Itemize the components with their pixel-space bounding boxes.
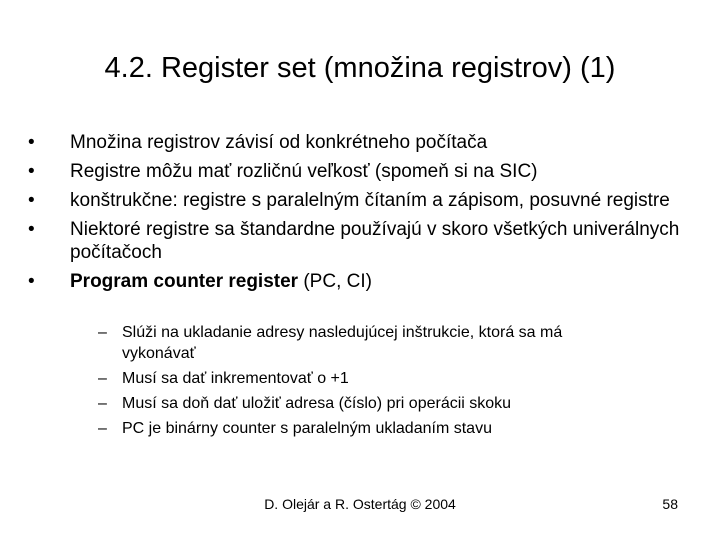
slide-title: 4.2. Register set (množina registrov) (1)	[104, 52, 616, 84]
bullet-text	[70, 270, 686, 293]
bullet-text: Registre môžu mať rozličnú veľkosť (spomeň si na SIC)	[70, 161, 538, 182]
bullet-mark: •	[28, 161, 35, 182]
sub-bullet-mark: –	[98, 420, 107, 437]
bullet-item	[26, 189, 686, 212]
page-number: 58	[662, 496, 678, 512]
sub-bullet-text: Musí sa doň dať uložiť adresa (číslo) pri operácii skoku	[122, 395, 512, 412]
footer-credit: D. Olejár a R. Ostertág © 2004	[264, 496, 456, 512]
bullet-item	[26, 218, 686, 264]
sub-bullet-text: Musí sa dať inkrementovať o +1	[122, 370, 349, 387]
sub-bullet-text: Slúži na ukladanie adresy nasledujúcej inštrukcie, ktorá sa má vykonávať	[122, 324, 563, 362]
bullet-item	[26, 160, 686, 183]
sub-bullet-item	[98, 418, 618, 439]
bullet-mark: •	[28, 219, 35, 240]
sub-bullet-item	[98, 322, 618, 364]
sub-bullet-item	[98, 368, 618, 389]
bold-term: Program counter register	[70, 271, 299, 292]
bullet-text: Množina registrov závisí od konkrétneho počítača	[70, 132, 488, 153]
bullet-item-program-counter	[26, 270, 686, 293]
sub-bullet-mark: –	[98, 395, 107, 412]
bullet-mark: •	[28, 271, 35, 292]
bullet-item	[26, 131, 686, 154]
sub-bullet-mark: –	[98, 370, 107, 387]
sub-bullet-item	[98, 393, 618, 414]
bullet-text: Niektoré registre sa štandardne používajú v skoro všetkých univerálnych počítačoch	[70, 219, 680, 263]
sub-bullet-text: PC je binárny counter s paralelným ukladaním stavu	[122, 420, 492, 437]
bullet-mark: •	[28, 132, 35, 153]
bullet-list	[26, 131, 686, 299]
sub-bullet-list	[98, 322, 618, 443]
sub-bullet-mark: –	[98, 324, 107, 341]
bullet-text-rest: (PC, CI)	[298, 271, 372, 292]
bullet-mark: •	[28, 190, 35, 211]
bullet-text: konštrukčne: registre s paralelným čítaním a zápisom, posuvné registre	[70, 190, 670, 211]
